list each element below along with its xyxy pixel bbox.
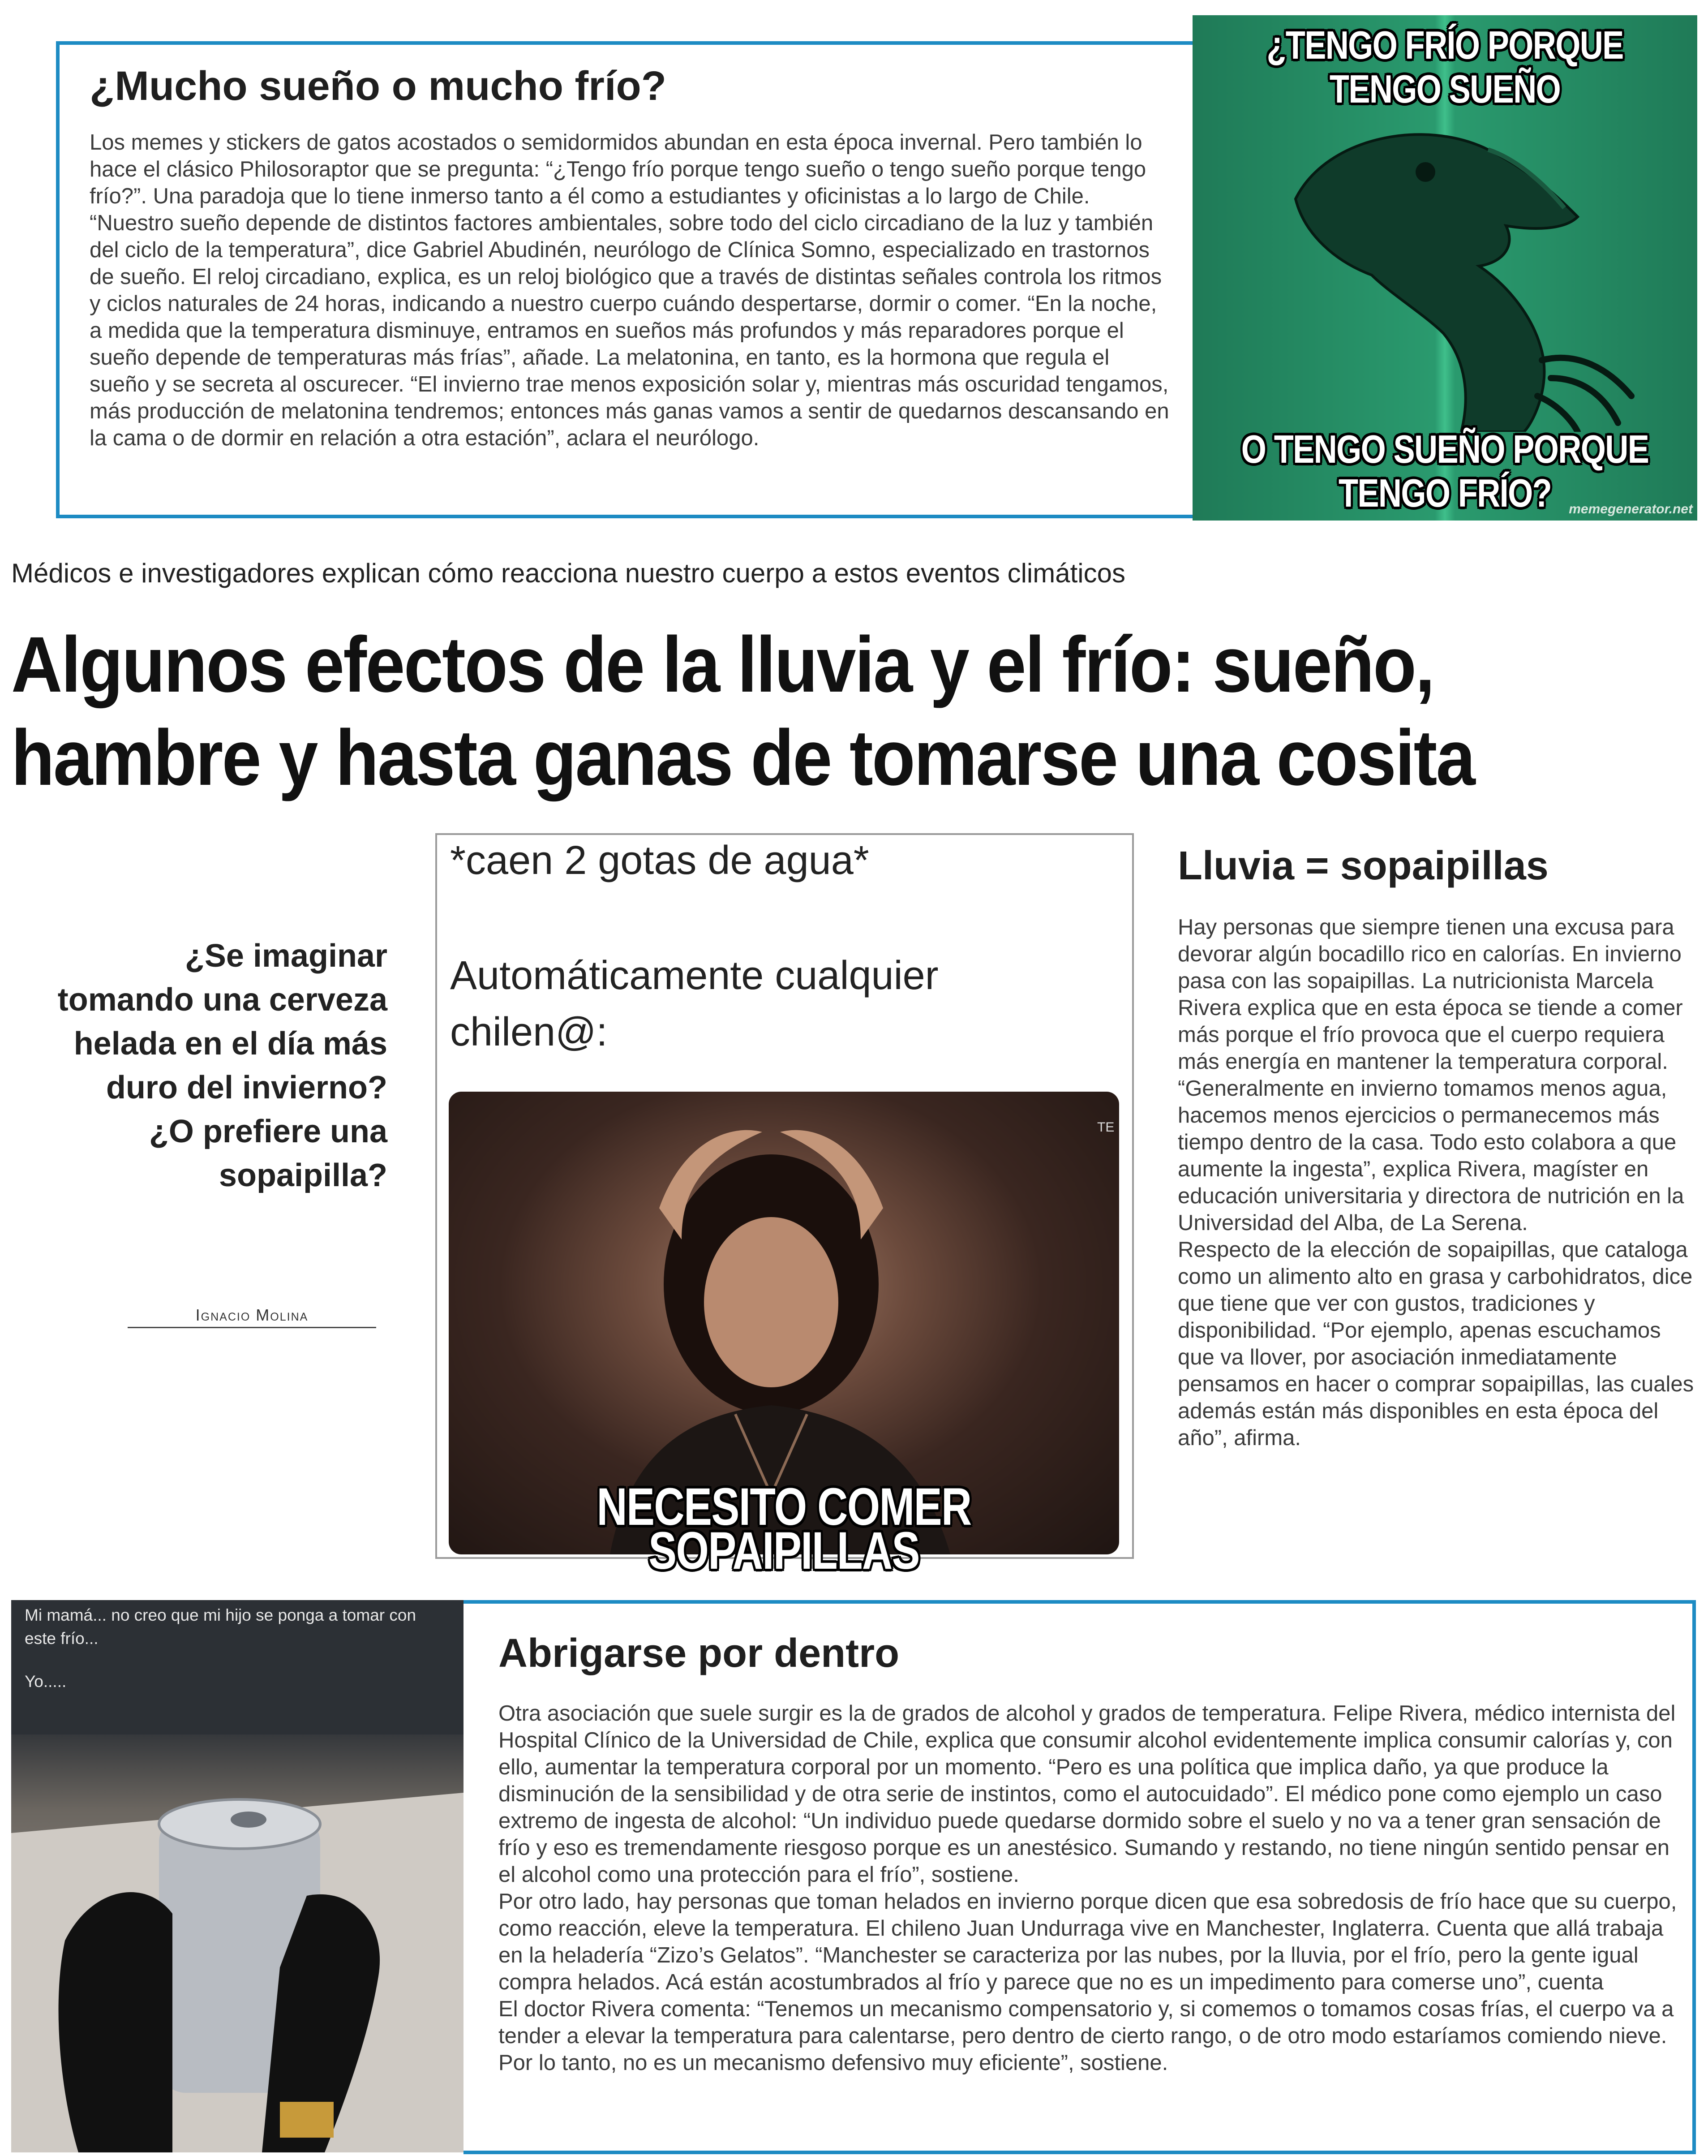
section-body-lluvia <box>1178 914 1697 1451</box>
abrigarse-paragraph-3: El doctor Rivera comenta: “Tenemos un mecanismo compensatorio y, si comemos o tomamos cosas frías, el cuerpo va a tender a elevar la temperatura para calentarse, pero dentro de cierto rango, o de otro modo estaríamos comiendo nieve. Por lo tanto, no es un mecanismo defensivo muy eficiente”, sostiene. <box>498 1997 1674 2075</box>
section-title-abrigarse: Abrigarse por dentro <box>498 1631 900 1676</box>
meme-photo-caption: NECESITO COMER SOPAIPILLAS <box>597 1477 971 1580</box>
philosoraptor-meme-image <box>1193 15 1697 521</box>
meme-caption-drops: *caen 2 gotas de agua* <box>450 838 869 883</box>
meme-top-text: ¿TENGO FRÍO PORQUE TENGO SUEÑO <box>1266 23 1623 111</box>
author-byline: Ignacio Molina <box>195 1306 309 1324</box>
abrigarse-paragraph-1: Otra asociación que suele surgir es la de grados de alcohol y grados de temperatura. Felipe Rivera, médico internista del Hospital Clínico de la Universidad de Chile, explica que consumir alcohol evidentemente implica consumir calorías y, con ello, aumentar la temperatura corporal por un momento. “Pero es una política que implica daño, ya que produce la disminución de la sensibilidad y de otra serie de instintos, como el autocuidado”. El médico pone como ejemplo un caso extremo de ingesta de alcohol: “Un individuo puede quedarse dormido sobre el suelo y no va a tener gran sensación de frío y eso es tremendamente riesgoso porque es un anestésico. Sumando y restando, no tiene ningún sentido pensar en el alcohol como una protección para el frío”, sostiene. <box>498 1701 1676 1887</box>
abrigarse-paragraph-2: Por otro lado, hay personas que toman helados en invierno porque dicen que esa sobredosis de frío hace que su cuerpo, como reacción, eleve la temperatura. El chileno Juan Undurraga vive en Manchester, Inglaterra. Cuenta que allá trabaja en la heladería “Zizo’s Gelatos”. “Manchester se caracteriza por las nubes, por la lluvia, por el frío, pero la gente igual compra helados. Acá están acostumbrados al frío y parece que no es un impedimento para comerse uno”, cuenta <box>498 1889 1677 1994</box>
lluvia-paragraph-2: Respecto de la elección de sopaipillas, que cataloga como un alimento alto en grasa y carbohidratos, dice que tiene que ver con gustos, tradiciones y disponibilidad. “Por ejemplo, apenas escuchamos que va llover, por asociación inmediatamente pensamos en hacer o comprar sopaipillas, las cuales además están más disponibles en esta época del año”, afirma. <box>1178 1238 1694 1450</box>
box-body-sueno: Los memes y stickers de gatos acostados o semidormidos abundan en esta época invernal. Pero también lo hace el clásico Philosoraptor que se pregunta: “¿Tengo frío porque tengo sueño o tengo sueño porque tengo frío?”. Una paradoja que lo tiene inmerso tanto a él como a estudiantes y oficinistas a lo largo de Chile. “Nuestro sueño depende de distintos factores ambientales, sobre todo del ciclo circadiano de la luz y también del ciclo de la temperatura”, dice Gabriel Abudinén, neurólogo de Clínica Somno, especializado en trastornos de sueño. El reloj circadiano, explica, es un reloj biológico que a través de distintas señales controla los ritmos y ciclos naturales de 24 horas, indicando a nuestro cuerpo cuándo despertarse, dormir o comer. “En la noche, a medida que la temperatura disminuye, entramos en sueños más profundos y más reparadores porque el sueño depende de temperaturas más frías”, añade. La melatonina, en tanto, es la hormona que regula el sueño y se secreta al oscurecer. “El invierno trae menos exposición solar y, mientras más oscuridad tengamos, más producción de melatonina tendremos; entonces más ganas vamos a sentir de quedarnos descansando en la cama o de dormir en relación a otra estación”, aclara el neurólogo. <box>90 130 1169 450</box>
article-headline: Algunos efectos de la lluvia y el frío: sueño, hambre y hasta ganas de tomarse una cosita <box>11 621 1475 802</box>
article-kicker: Médicos e investigadores explican cómo reacciona nuestro cuerpo a estos eventos climáticos <box>11 558 1125 588</box>
meme-watermark: memegenerator.net <box>1569 502 1693 516</box>
section-title-lluvia: Lluvia = sopaipillas <box>1178 843 1549 888</box>
raptor-illustration <box>1193 82 1697 432</box>
meme-caption-chilean: Automáticamente cualquier chilen@: <box>450 953 939 1054</box>
pull-quote: ¿Se imaginar tomando una cerveza helada en el día más duro del invierno? ¿O prefiere una sopaipilla? <box>57 938 387 1193</box>
lluvia-paragraph-1: Hay personas que siempre tienen una excusa para devorar algún bocadillo rico en calorías. En invierno pasa con las sopaipillas. La nutricionista Marcela Rivera explica que en esta época se tiende a comer más porque el frío provoca que el cuerpo requiera más energía en mantener la temperatura corporal. “Generalmente en invierno tomamos menos agua, hacemos menos ejercicios o permanecemos más tiempo dentro de la casa. Todo esto colabora a que aumente la ingesta”, explica Rivera, magíster en educación universitaria y directora de nutrición en la Universidad del Alba, de La Serena. <box>1178 915 1684 1235</box>
caption-me-line: Yo..... <box>25 1672 67 1691</box>
box-title-sueno: ¿Mucho sueño o mucho frío? <box>90 63 666 109</box>
beer-can-photo <box>11 1600 463 2152</box>
photo-overlay-caption <box>25 1604 450 1693</box>
section-body-abrigarse <box>498 1700 1681 2076</box>
meme-bottom-text: O TENGO SUEÑO PORQUE TENGO FRÍO? <box>1241 427 1649 515</box>
tv-channel-mark: TE <box>1097 1120 1115 1135</box>
byline-divider <box>128 1327 376 1328</box>
caption-mom-line: Mi mamá... no creo que mi hijo se ponga a tomar con este frío... <box>25 1606 416 1648</box>
